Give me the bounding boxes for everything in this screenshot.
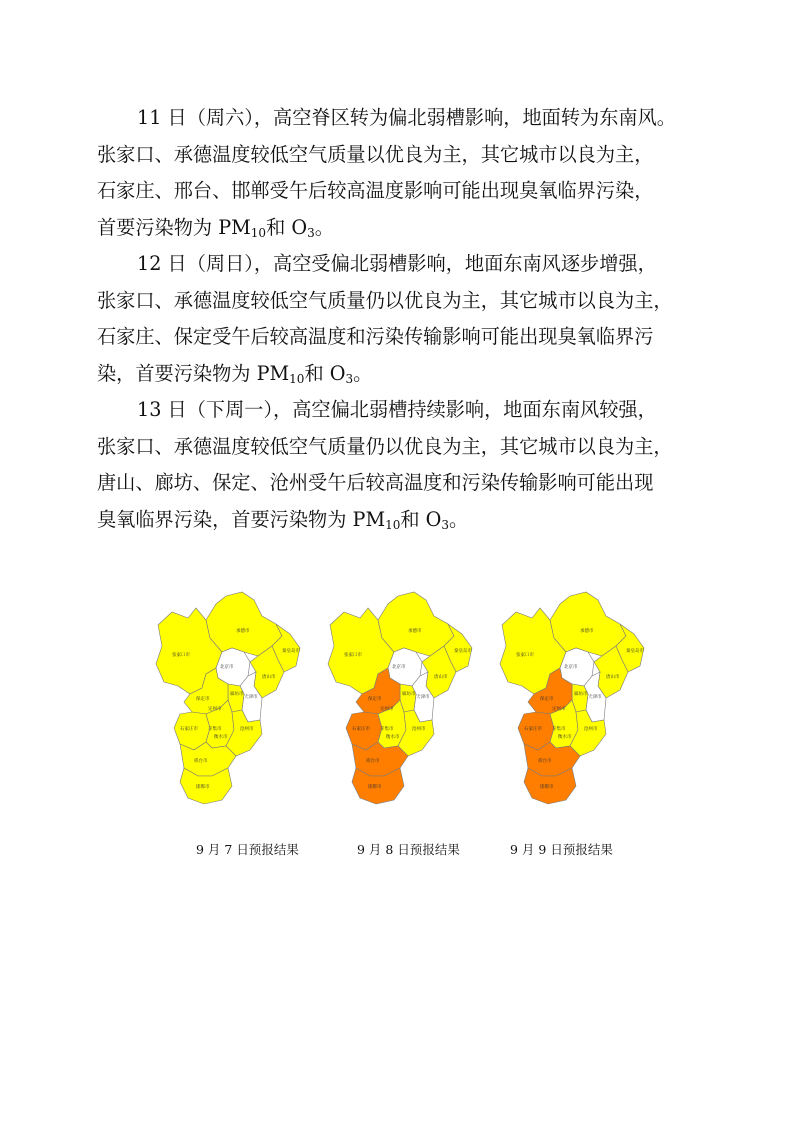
p1-line1: 11 日（周六），高空脊区转为偏北弱槽影响，地面转为东南风。 [137, 106, 676, 129]
paragraph-day11 [97, 100, 717, 246]
map-label-qinhuangdao: 秦皇岛市 [454, 649, 472, 654]
forecast-maps [150, 590, 644, 820]
map-label-hengshui: 衡水市 [386, 735, 400, 740]
map-label-tianjin: 天津市 [588, 695, 602, 700]
map-label-handan: 邯郸市 [368, 785, 382, 790]
forecast-map-sep7 [150, 590, 310, 820]
p2-line1: 12 日（周日），高空受偏北弱槽影响，地面东南风逐步增强， [137, 252, 657, 275]
p3-mid: 和 O [400, 507, 442, 531]
map-label-cangzhou: 沧州市 [412, 727, 426, 732]
map-label-cangzhou: 沧州市 [584, 727, 598, 732]
map-label-zhangjiakou: 张家口市 [344, 653, 362, 658]
map-label-langfang: 廊坊市 [230, 692, 244, 697]
map-label-chengde: 承德市 [236, 629, 250, 634]
map-label-xinji: 辛集市 [208, 727, 222, 732]
map-label-dingzhou: 定州市 [208, 707, 222, 712]
map-label-tangshan: 唐山市 [434, 675, 448, 680]
o-subscript: 3 [345, 371, 354, 386]
map-label-hengshui: 衡水市 [558, 735, 572, 740]
map-label-tianjin: 天津市 [244, 695, 258, 700]
map-label-langfang: 廊坊市 [574, 692, 588, 697]
p3-line2: 张家口、承德温度较低空气质量仍以优良为主，其它城市以良为主， [97, 434, 673, 458]
map-label-xinji: 辛集市 [380, 727, 394, 732]
pm-subscript: 10 [385, 517, 401, 532]
p2-line3: 石家庄、保定受午后较高温度和污染传输影响可能出现臭氧临界污 [97, 325, 654, 348]
p1-mid: 和 O [266, 215, 308, 239]
p2-line4: 染，首要污染物为 PM [97, 361, 290, 385]
map-label-xingtai: 邢台市 [366, 759, 380, 764]
p1-end: 。 [314, 215, 334, 239]
caption-sep8: 9 月 8 日预报结果 [357, 842, 460, 857]
p3-line4: 臭氧临界污染，首要污染物为 PM [97, 507, 386, 531]
map-label-shijiazhuang: 石家庄市 [180, 727, 198, 732]
o-subscript: 3 [307, 225, 315, 240]
map-label-langfang: 廊坊市 [402, 692, 416, 697]
map-label-shijiazhuang: 石家庄市 [524, 727, 542, 732]
p3-line1: 13 日（下周一），高空偏北弱槽持续影响，地面东南风较强， [137, 398, 657, 421]
caption-sep7: 9 月 7 日预报结果 [196, 842, 299, 857]
pm-subscript: 10 [250, 225, 267, 240]
p3-line3: 唐山、廊坊、保定、沧州受午后较高温度和污染传输影响可能出现 [97, 471, 654, 494]
map-label-tianjin: 天津市 [416, 695, 430, 700]
p2-mid: 和 O [304, 361, 346, 385]
map-label-handan: 邯郸市 [196, 785, 210, 790]
map-label-qinhuangdao: 秦皇岛市 [282, 649, 300, 654]
map-label-dingzhou: 定州市 [380, 707, 394, 712]
map-label-beijing: 北京市 [220, 665, 234, 670]
pm-subscript: 10 [289, 371, 305, 386]
map-label-zhangjiakou: 张家口市 [516, 653, 534, 658]
map-label-chengde: 承德市 [580, 629, 594, 634]
map-label-shijiazhuang: 石家庄市 [352, 727, 370, 732]
forecast-map-sep9 [494, 590, 654, 820]
map-label-zhangjiakou: 张家口市 [172, 653, 190, 658]
map-label-xinji: 辛集市 [552, 727, 566, 732]
map-label-baoding: 保定市 [368, 697, 382, 702]
p1-line4: 首要污染物为 PM [97, 215, 251, 239]
map-label-tangshan: 唐山市 [606, 675, 620, 680]
map-label-hengshui: 衡水市 [214, 735, 228, 740]
paragraph-day12 [97, 246, 717, 392]
map-label-dingzhou: 定州市 [552, 707, 566, 712]
p3-end: 。 [449, 507, 469, 531]
map-label-cangzhou: 沧州市 [240, 727, 254, 732]
map-label-xingtai: 邢台市 [538, 759, 552, 764]
forecast-map-sep8 [322, 590, 482, 820]
map-label-baoding: 保定市 [196, 697, 210, 702]
map-label-qinhuangdao: 秦皇岛市 [626, 649, 644, 654]
region-chengde [550, 592, 626, 656]
map-label-chengde: 承德市 [408, 629, 422, 634]
region-chengde [378, 592, 454, 656]
map-label-xingtai: 邢台市 [194, 759, 208, 764]
map-label-baoding: 保定市 [540, 697, 554, 702]
p2-end: 。 [353, 361, 373, 385]
p1-line2: 张家口、承德温度较低空气质量以优良为主，其它城市以良为主， [97, 142, 654, 166]
p1-line3: 石家庄、邢台、邯郸受午后较高温度影响可能出现臭氧临界污染， [97, 179, 654, 202]
o-subscript: 3 [441, 517, 450, 532]
paragraph-day13 [97, 392, 717, 538]
region-chengde [206, 592, 282, 656]
forecast-text [97, 100, 717, 538]
caption-sep9: 9 月 9 日预报结果 [510, 842, 613, 857]
map-label-beijing: 北京市 [392, 665, 406, 670]
map-label-beijing: 北京市 [564, 665, 578, 670]
map-label-handan: 邯郸市 [540, 785, 554, 790]
map-label-tangshan: 唐山市 [262, 675, 276, 680]
p2-line2: 张家口、承德温度较低空气质量仍以优良为主，其它城市以良为主， [97, 288, 673, 312]
